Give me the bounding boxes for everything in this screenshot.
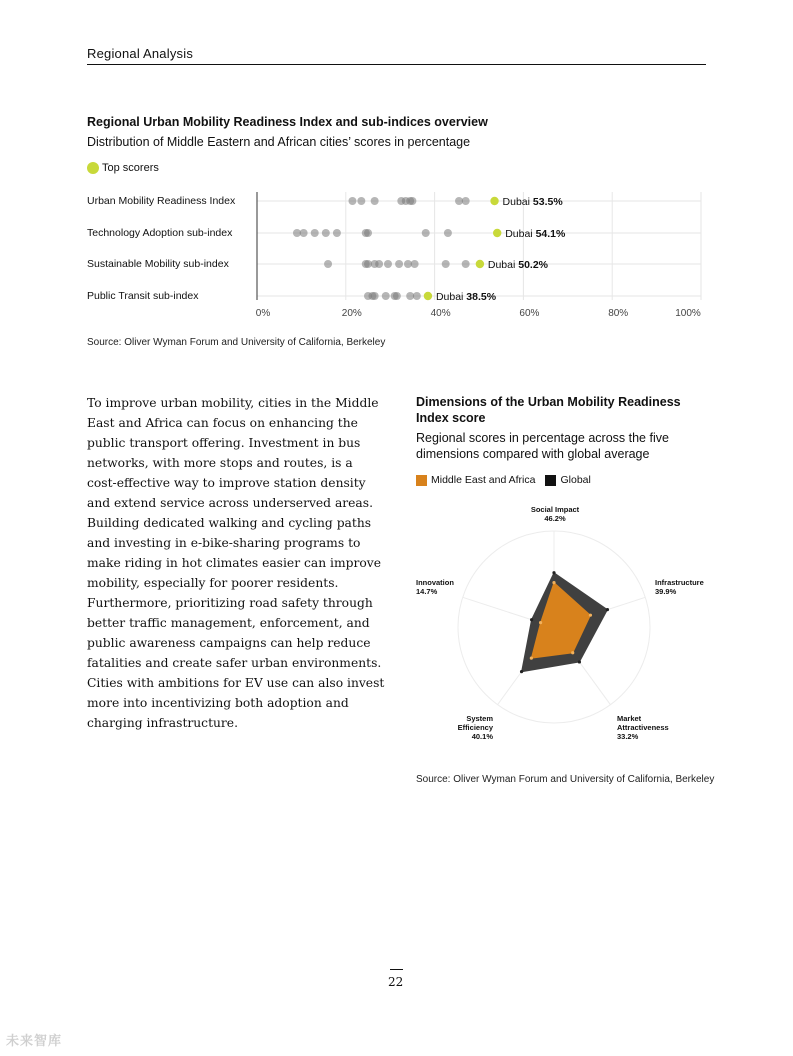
body-line: cost-effective way to improve station density: [87, 476, 366, 490]
radar-vertex: [578, 660, 581, 663]
radar-vertex: [530, 657, 533, 660]
radar-chart-subtitle: Regional scores in percentage across the five dimensions compared with global average: [416, 431, 669, 461]
body-line: make riding in hot climates easier can improve: [87, 556, 381, 570]
body-line: charging infrastructure.: [87, 716, 238, 730]
body-line: better traffic management, enforcement, and: [87, 616, 370, 630]
axis-label-social: Social Impact 46.2%: [530, 505, 580, 523]
row-label-public-transit: Public Transit sub-index: [87, 290, 199, 302]
page-number-rule: [390, 969, 403, 970]
radar-vertex: [606, 608, 609, 611]
top-scorer-label: Dubai 54.1%: [505, 228, 566, 240]
body-line: and investing in e-bike-sharing programs to: [87, 536, 361, 550]
body-line: public awareness campaigns can help reduce: [87, 636, 371, 650]
body-line: networks, with more stops and routes, is a: [87, 456, 353, 470]
top-scorer-label: Dubai 53.5%: [502, 196, 563, 208]
radar-vertex: [530, 618, 533, 621]
x-tick-label: 40%: [430, 308, 451, 319]
radar-vertex: [552, 581, 555, 584]
radar-vertex: [589, 614, 592, 617]
radar-vertex: [552, 571, 555, 574]
radar-chart-source: Source: Oliver Wyman Forum and University of California, Berkeley: [416, 774, 715, 785]
x-tick-label: 20%: [341, 308, 362, 319]
x-tick-label: 80%: [608, 308, 629, 319]
x-tick-label: 60%: [519, 308, 540, 319]
x-tick-label: 100%: [675, 308, 701, 319]
radar-vertex: [571, 651, 574, 654]
radar-vertex: [539, 621, 542, 624]
legend-region: Middle East and Africa: [431, 474, 536, 486]
legend-global: Global: [560, 474, 591, 486]
body-line: Furthermore, prioritizing road safety through: [87, 596, 373, 610]
x-tick-label: 0%: [255, 308, 271, 319]
dot-chart-title: Regional Urban Mobility Readiness Index and sub-indices overview: [87, 115, 488, 129]
body-line: East and Africa can focus on enhancing the: [87, 416, 358, 430]
top-scorer-label: Dubai 38.5%: [435, 291, 497, 303]
body-line: To improve urban mobility, cities in the Middle: [87, 396, 379, 410]
page-header-section: Regional Analysis: [87, 46, 194, 61]
row-label-technology: Technology Adoption sub-index: [87, 227, 233, 239]
body-line: fatalities and create safer urban environments.: [87, 656, 382, 670]
body-line: public transport offering. Investment in bus: [87, 436, 361, 450]
radar-vertex: [520, 670, 523, 673]
row-label-umri: Urban Mobility Readiness Index: [87, 195, 236, 207]
watermark-logo: 未来智库: [6, 1033, 63, 1048]
page-number: 22: [388, 975, 404, 989]
body-line: and extend service across underserved areas.: [87, 496, 373, 510]
dot-chart-subtitle: Distribution of Middle Eastern and African cities’ scores in percentage: [87, 135, 471, 149]
axis-label-system: System Efficiency 40.1%: [457, 714, 493, 741]
body-line: Cities with ambitions for EV use can also invest: [87, 676, 385, 690]
axis-label-market: Market Attractiveness 33.2%: [617, 714, 669, 741]
axis-label-innovation: Innovation 14.7%: [416, 578, 454, 596]
body-line: more into incentivizing both adoption and: [87, 696, 349, 710]
legend-top-scorers: Top scorers: [102, 162, 159, 174]
top-scorer-label: Dubai 50.2%: [487, 259, 549, 271]
body-line: Building dedicated walking and cycling paths: [87, 516, 372, 530]
axis-label-infrastructure: Infrastructure 39.9%: [655, 578, 704, 596]
row-label-sustainable: Sustainable Mobility sub-index: [87, 258, 229, 270]
radar-chart-title: Dimensions of the Urban Mobility Readiness Index score: [416, 395, 681, 425]
body-line: mobility, especially for poorer residents.: [87, 576, 339, 590]
dot-chart-source: Source: Oliver Wyman Forum and University of California, Berkeley: [87, 337, 386, 348]
